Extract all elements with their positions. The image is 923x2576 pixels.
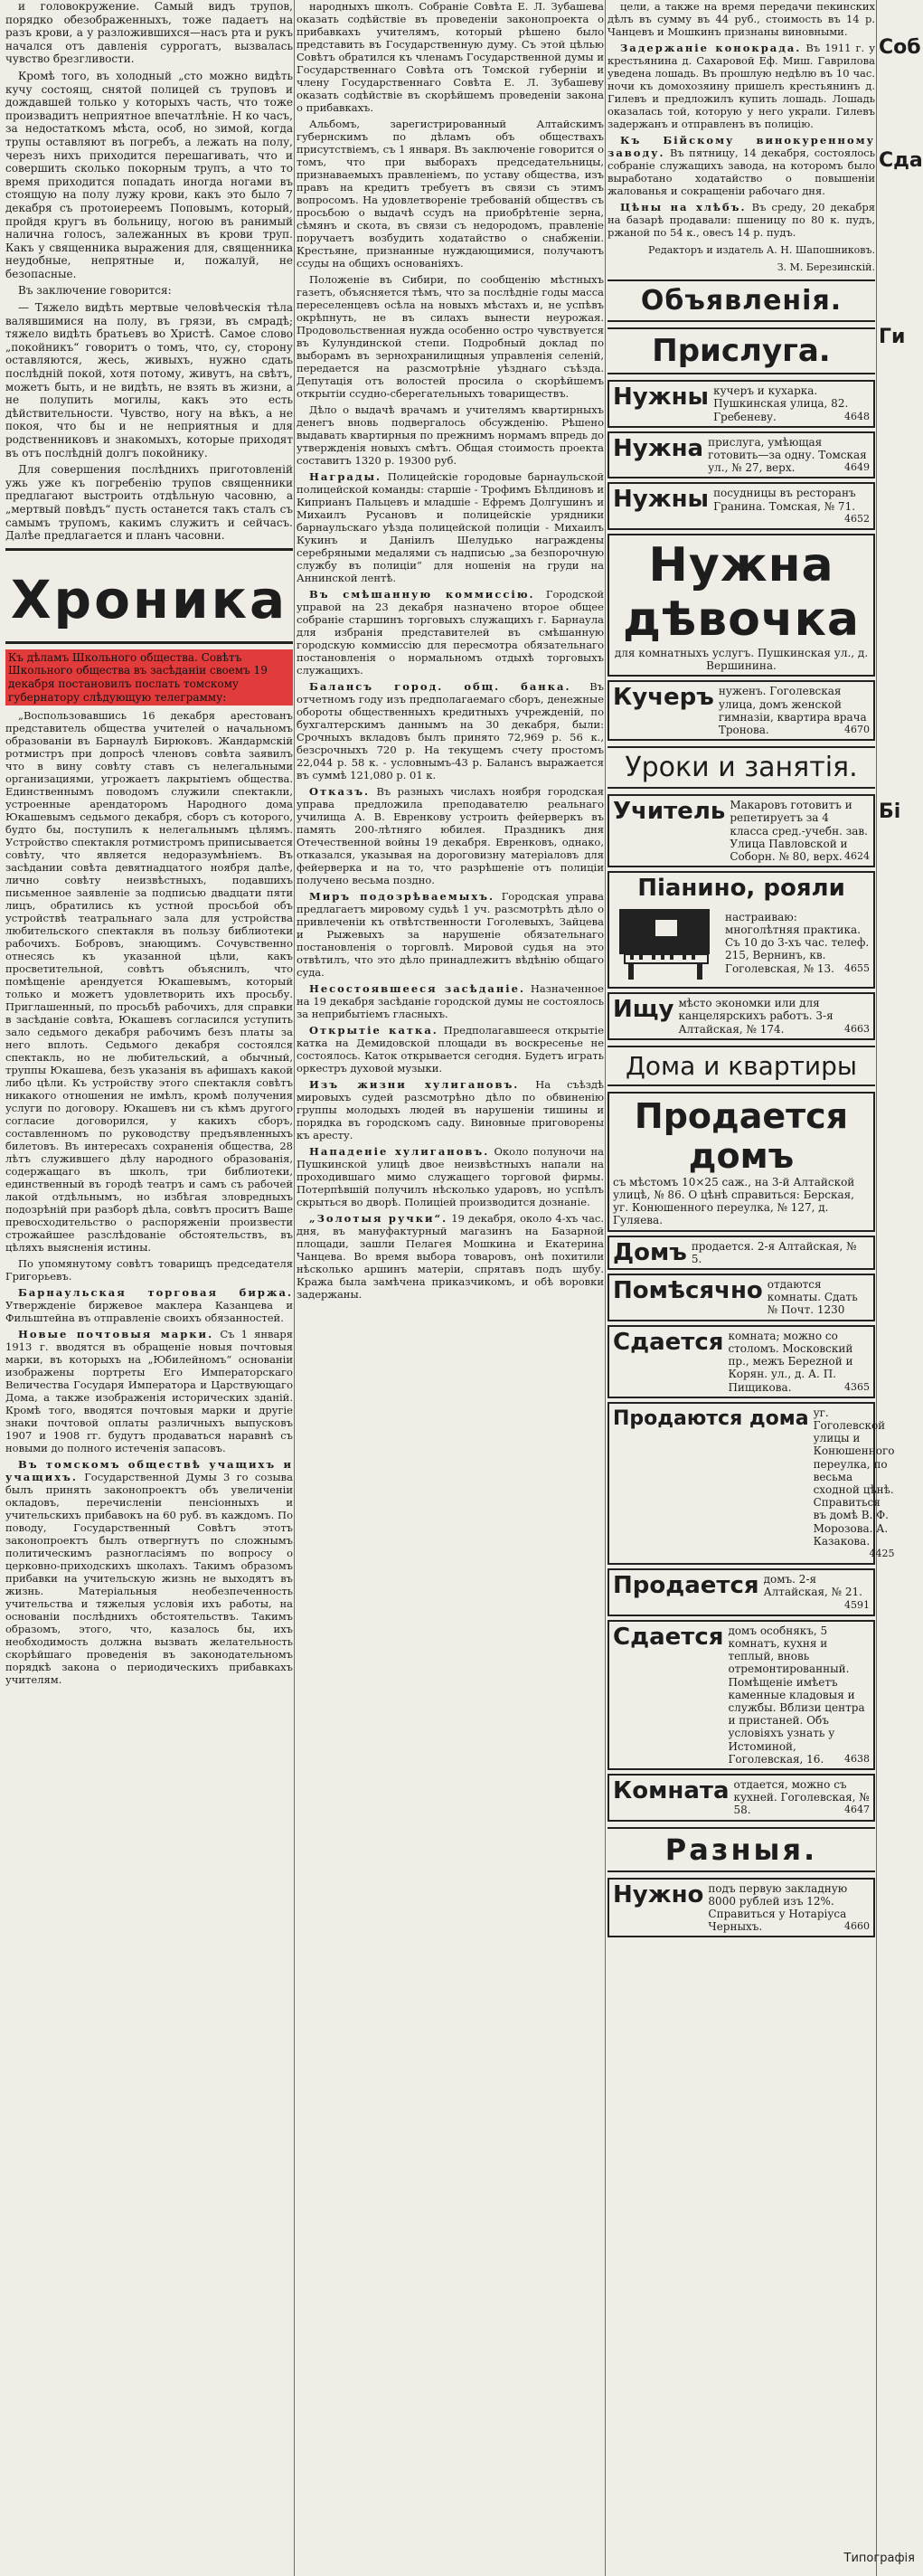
- article-paragraph: и головокружение. Самый видъ трупов, порядко обезображенныхъ, тоже падаетъ на разъ крови, а у разложившихся—насъ рта и рукъ начался отъ давленiя суррогатъ, вызвалась чувство брезгливости.: [5, 0, 293, 66]
- editor-signature: Редакторъ и издатель А. Н. Шапошниковъ.: [648, 244, 875, 256]
- article-paragraph: Въ заключение говорится:: [18, 284, 172, 298]
- article-paragraph: Нападенiе хулигановъ. Около полуночи на Пушкинской улицѣ двое неизвѣстныхъ напали на проходившаго мимо служащего торговой фирмы. Потерпѣвшiй получилъ нѣсколько ударовъ, но успѣлъ скрыться во дворѣ. Полицiей производится дознанiе.: [297, 1145, 604, 1208]
- article-subhead: Барнаульская торговая биржа.: [18, 1286, 293, 1300]
- highlighted-lead: Къ дѣламъ Школьного общества. Совѣтъ Школьного общества въ засѣданiи своемъ 19 декабря постановилъ послать томскому губернатору слѣдующую телеграмму:: [5, 649, 293, 706]
- classified-ad: Нужны кучеръ и кухарка. Пушкинская улица, 82. Гребеневу. 4648: [607, 380, 875, 428]
- editor-signature: З. М. Березинскiй.: [777, 260, 875, 273]
- article-paragraph: Несостоявшееся засѣданiе. Назначенное на 19 декабря засѣданiе городской думы не состоялось за неприбытiемъ гласныхъ.: [297, 982, 604, 1020]
- column-divider: [605, 0, 606, 2576]
- classified-ad: Помѣсячно отдаются комнаты. Сдать № Почт. 1230: [607, 1274, 875, 1321]
- article-paragraph: Отказъ. Въ разныхъ числахъ ноября городская управа предложила преподавателю реальнаго училища А. В. Евренкову устроить фейерверкъ въ память 200-лѣтняго юбилея. Праздникъ дня Отечественной войны 19 декабря. Евренковъ, однако, отказался, указывая на дороговизну матерiаловъ для фейерверка и на то, что разрѣшенiе отъ полицiи получено весьма поздно.: [297, 785, 605, 886]
- footer-printer: Типографiя: [843, 2552, 915, 2565]
- article-paragraph: цели, а также на время передачи пекинских дѣлъ въ сумму въ 44 руб., стоимость въ 14 р. Чанцевъ и Мошкинъ признаны виновными.: [607, 0, 875, 38]
- article-paragraph: Задержанiе конокрада. Въ 1911 г. у крестьянина д. Сахаровой Еф. Миш. Гаврилова уведена лошадь. Въ прошлую недѣлю въ 10 час. ночи къ домохозяину пришелъ крестьянинъ д. Гилевъ и предложилъ купить лошадь. Лошадь оказалась той, которую у него украли. Гилевъ задержанъ и отправленъ въ полицiю.: [607, 42, 876, 130]
- article-paragraph: Цѣны на хлѣбъ. Въ среду, 20 декабря на базарѣ продавали: пшеницу по 80 к. пудъ, ржаной по 54 к., овесъ 14 р. пудъ.: [607, 201, 875, 239]
- column-divider: [876, 0, 877, 2576]
- section-rule: [5, 641, 293, 644]
- article-paragraph: Открытiе катка. Предполагавшееся открытiе катка на Демидовской площади въ воскресенье не состоялось. Каток открывается сегодня. Будетъ играть оркестръ духовой музыки.: [297, 1024, 604, 1075]
- classified-ad: Нужна прислуга, умѣющая готовить—за одну. Томская ул., № 27, верх. 4649: [607, 431, 875, 479]
- article-paragraph: Барнаульская торговая биржа. Утвержденiе биржевое маклера Казанцева и Фильштейна въ отправленiе своихъ обязанностей.: [5, 1286, 293, 1325]
- article-paragraph: Балансъ город. общ. банка. Въ отчетномъ году изъ предполагаемаго сборъ, денежные обороты общественныхъ кредитныхъ учрежденiй, по бухгалтерскимъ даннымъ на 30 декабря, были: Срочныхъ вкладовъ былъ принято 72,969 р. 56 к., безсрочныхъ 720 р. На текущемъ счету простомъ 22,044 р. 58 к. - условнымъ-43 р. Балансъ выражается въ суммѣ 121,080 р. 01 к.: [297, 680, 605, 781]
- article-paragraph: Миръ подозрѣваемыхъ. Городская управа предлагаетъ мировому судьѣ 1 уч. разсмотрѣть дѣло о привлеченiи къ отвѣтственности Гоголевыхъ, Зайцева и Рыжевыхъ за нарушенiе обязательнаго постановленiя о торговлѣ. Мировой судья на это отвѣтилъ, что это дѣло принадлежитъ вѣдѣнiю общаго суда.: [297, 890, 604, 979]
- piano-illustration-icon: [613, 901, 720, 984]
- column-middle: [297, 0, 604, 2576]
- classified-ad-piano: Пiанино, рояли настраиваю: многолѣтняя практика. Съ 10 до 3-хъ час. телеф. 215, Вернинъ, кв. Гоголевская, № 13. 4655: [607, 871, 875, 989]
- article-paragraph: Въ смѣшанную коммиссiю. Городской управой на 23 декабря назначено второе общее собранiе старшинъ торговыхъ служащихъ г. Барнаула для избранiя представителей въ смѣшанную городскую коммиссiю для пересмотра обязательнаго постановленiя о нормальномъ отдыхѣ торговыхъ служащихъ.: [297, 588, 605, 677]
- article-subhead: Въ томскомъ обществѣ учащихъ и учащихъ.: [5, 1458, 293, 1484]
- article-subhead: Новые почтовыя марки.: [18, 1328, 214, 1341]
- classified-ad: Домъ продается. 2-я Алтайская, № 5.: [607, 1236, 875, 1270]
- section-title-chronicle: Хроника: [10, 568, 288, 630]
- ads-heading: Объявленiя.: [607, 279, 875, 322]
- classified-ad: Продаются дома уг. Гоголевской улицы и Конюшенного переулка, по весьма сходной цѣнѣ. Справиться въ домѣ В. Ф. Морозова. А. Казакова. 4425: [607, 1402, 875, 1565]
- classified-ad: Ищу мѣсто экономки или для канцелярскихъ работъ. 3-я Алтайская, № 174. 4663: [607, 992, 875, 1040]
- article-paragraph: „Воспользовавшись 16 декабря арестованъ представитель общества учителей о начальномъ образованiи въ Барнаулѣ Бирюковъ. Жандармскiй ротмистръ при допросѣ членовъ совѣта заявилъ что в вину совѣту ставъ съ нелегальными организациями, угрожаетъ лакрытiемъ общества. Единственнымъ поводомъ служили спектакли, устроенные арендаторомъ Народного дома Юкашевымъ седьмого декабря, сборъ съ которого, будто бы, поступилъ к нелегальнымъ цѣлямъ. Устройство спектакля ротмистромъ приписывается совѣту, что является недоразумѣнiемъ. Въ засѣдании совѣта девятнадцатого ноября далѣе, лично совѣту неизвѣстныхъ, подавшихъ письменное заявленiе за подписью двадцати пяти лицъ, обратились къ устной просьбой объ устройствѣ театральнаго зала для устройства любительского спектакля въ пользу библиотеки рабочихъ. Бобровъ, знающимъ. Сочувственно отнесясь къ указанной цѣли, какъ просветительной, совѣтъ объяснилъ, что помѣщенiе арендуется Юкашевымъ, который только и можетъ удовлетворить ихъ просьбу. Приглашенный, по просьбѣ рабочихъ, для справки в засѣданiе совѣта, Юкашевъ согласился уступить зало седьмого декабря рабочимъ безъ платы за него вплоть. Седьмого декабря состоялся спектакль, но не любительский, а обычный, труппы Юкашева, безъ указанiя въ афишахъ какой либо цѣли. Къ устройству этого спектакля совѣтъ никакого отношения не имѣлъ, кромѣ получения услуги по договору. Юкашевъ ни съ кѣмъ другого согласие договорился, у какихъ сборъ, составленномъ по руководству предъявленныхъ билетовъ. Въ интересахъ сохраненiя общества, 28 лѣтъ служившего дѣлу народного образованiя, содержащаго въ школъ, три библиотеки, единственный въ городѣ театръ и самъ съ рабочей лакой отдѣльнымъ, но избѣгая зловредныхъ подозрѣнiй при разборѣ дѣла, совѣтъ проситъ Ваше превосходительство о распоряженiи произвести строжайшее разслѣдованiе обстоятельствъ, въ цѣляхъ выясненiя истины.: [5, 709, 293, 1255]
- ads-section-houses: Дома и квартиры: [607, 1046, 875, 1086]
- classified-ad: Кучеръ нуженъ. Гоголевская улица, домъ женской гимназiи, квартира врача Тронова. 4670: [607, 680, 875, 741]
- classified-ad: Нужно подъ первую закладную 8000 рублей изъ 12%. Справиться у Нотарiуса Черныхъ. 4660: [607, 1878, 875, 1938]
- article-paragraph: Кромѣ того, въ холодный „сто можно видѣть кучу состоящ, снятой полицей съ труповъ и дождавшей только у которыхъ часть, что тоже произвадитъ неприятное впечатлѣнiе. Н ко часъ, за недостаткомъ мѣста, особ, но зимой, когда трупы оставляют въ погребъ, а лежать на полу, черезъ нихъ приходится перешагивать, что и совершить сколько покорным трупъ, а что то время приходится попадать иногда ногами въ стоящую на полу лужу крови, какъ это было 7 декабря съ протоиереемъ Поповымъ, который, пройдя кругъ въ больницу, ногою въ ранимый налична голосъ, залежанных въ крови труп. Какъ у священника выражения для, священника неудобные, непрятные и, пожалуй, не безопасные.: [5, 69, 293, 280]
- article-paragraph: Для совершения послѣднихъ приготовленiй ужь уже къ погребенiю трупов священники предлагают выстроить отдѣльную часовню, а „мертвый повѣдъ“ пусть останется такъ сталъ съ самымъ трупомъ, какимъ служитъ и сейчасъ. Далѣе предлагается и планъ часовни.: [5, 463, 293, 543]
- article-paragraph: — Тяжело видѣть мертвые человѣческія тѣла валявшимися на полу, въ грязи, въ смрадѣ; тяжело видѣть братьевъ во Христѣ. Самое слово „покойникъ“ говоритъ о томъ, что, су, сторону оставляются, жесь, живыхъ, нужно сдать послѣдній покой, хотя потому, живутъ, на свѣтъ, можетъ быть, и не видѣть, не взять въ жизни, а не полупить могилы, какъ это есть дѣйствительности. Чувство, ногу на вѣкъ, а не покоя, что бы и не неприятныя и для родственниковъ и знакомыхъ, которые приходят въ отъ послѣдній долгъ покойнику.: [5, 301, 293, 459]
- classified-ad: Нужны посудницы въ ресторанъ Гранина. Томская, № 71. 4652: [607, 482, 875, 530]
- classified-ad: Продается домъ съ мѣстомъ 10×25 саж., на 3-й Алтайской улицѣ, № 86. О цѣнѣ справиться: Берская, уг. Конюшенного переулка, № 127, д. Гуляева.: [607, 1092, 875, 1232]
- column-left: [5, 0, 293, 2576]
- article-paragraph: Дѣло о выдачѣ врачамъ и учителямъ квартирныхъ денегъ вновь подвергалось обсужденiю. Рѣшено выдавать квартирныя по прежнимъ нормамъ впредь до утвержденiя новыхъ смѣтъ. Общая стоимость проекта составитъ 1320 р. 19300 руб.: [297, 403, 604, 467]
- ads-section-lessons: Уроки и занятiя.: [607, 746, 875, 789]
- article-paragraph: Положенiе въ Сибири, по сообщенiю мѣстныхъ газетъ, объясняется тѣмъ, что за послѣднiе годы масса переселенцевъ осѣла на новыхъ мѣстахъ и, не успѣвъ окрѣпнуть, не въ силахъ вынести неурожая. Продовольственная нужда особенно остро чувствуется въ Кулундинской степи. Подробный доклад по выборамъ въ зернохранилищныя управленiя селенiй, передается на разсмотрѣнiе уѣзднаго съѣзда. Депутацiя отъ волостей просила о скорѣйшемъ открытiи ссудно-сберегательныхъ товариществъ.: [297, 273, 604, 400]
- article-paragraph: народныхъ школъ. Собранiе Совѣта Е. Л. Зубашева оказать содѣйствiе въ проведенiи законопроекта о прибавкахъ учителямъ, который рѣшено было представить въ Государственную думу. Съ этой цѣлью Совѣтъ обратился къ членамъ Государственной думы и Государственнаго Совѣта отъ Томской губернiи и члену Государственнаго Совѣта Е. Л. Зубашеву оказать содѣйствiе въ скорѣйшемъ проведенiи закона о прибавкахъ.: [297, 0, 604, 114]
- ads-section-servants: Прислуга.: [607, 327, 875, 374]
- classified-ad: Учитель Макаровъ готовитъ и репетируетъ за 4 класса сред.-учебн. зав. Улица Павловской и Соборн. № 80, верх. 4624: [607, 794, 875, 867]
- classified-ad: Сдается домъ особнякъ, 5 комнатъ, кухня и теплый, вновь отремонтированный. Помѣщенiе имѣетъ каменные кладовыя и службы. Вблизи центра и пристаней. Объ условiяхъ узнать у Истоминой, Гоголевская, 16. 4638: [607, 1620, 875, 1770]
- classified-ad: Продается домъ. 2-я Алтайская, № 21. 4591: [607, 1568, 875, 1616]
- classified-ad: Комната отдается, можно съ кухней. Гоголевская, № 58. 4647: [607, 1774, 875, 1822]
- classified-ad: Сдается комната; можно со столомъ. Московский пр., межъ Береzной и Корян. ул., д. А. П. Пищикова. 4365: [607, 1325, 875, 1398]
- article-paragraph: Альбомъ, зарегистрированный Алтайскимъ губернскимъ по дѣламъ объ обществахъ присутствiемъ, съ 1 января. Въ заключенiе говорится о томъ, что при выборахъ председательницы, признаваемыхъ правленiемъ, по уставу общества, изъ правъ на кредитъ требуетъ въ связи съ этимъ вопросомъ. На удовлетворенiе требованiй обществъ съ просьбою о выдачѣ ссудъ на приобрѣтенiе зерна, сѣмянъ и скота, въ связи съ недородомъ, правленiе поручаетъ возбудить ходатайство о снабженiи. Крестьяне, признанные нуждающимися, получаютъ ссуды на общихъ основанiяхъ.: [297, 118, 604, 270]
- article-paragraph: „Золотыя ручки“. 19 декабря, около 4-хъ час. дня, въ мануфактурный магазинъ на Базарной площади, зашли Пелагея Мошкина и Екатерина Чанцева. Во время выбора товаровъ, онѣ похитили нѣсколько аршинъ матерiи, спрятавъ подъ шубу. Кража была замѣчена приказчикомъ, и обѣ воровки задержаны.: [297, 1212, 604, 1301]
- column-cropped-edge: Соб Сда Ги Бi: [879, 36, 923, 823]
- column-divider: [294, 0, 295, 2576]
- article-paragraph: Изъ жизни хулигановъ. На съѣздѣ мировыхъ судей разсмотрѣно дѣло по обвиненiю группы молодыхъ людей въ нарушенiи тишины и порядка въ городскомъ саду. Виновные приговорены къ аресту.: [297, 1078, 604, 1141]
- ads-section-misc: Разныя.: [607, 1827, 875, 1872]
- section-rule: [5, 548, 293, 551]
- article-paragraph: Въ томскомъ обществѣ учащихъ и учащихъ. Государственной Думы 3 го созыва былъ принять законопроектъ объ увеличенiи окладовъ, перечисленiи пенсiонныхъ и учительскихъ прибавокъ на 60 руб. въ каждомъ. По поводу, Государственный Совѣтъ этотъ законопроектъ былъ отвергнутъ по сложнымъ политическимъ разногласiямъ по вопросу о церковно-приходскихъ школахъ. Такимъ образомъ прибавки на учительскую жизнь не выходятъ въ жизнь. Матерiальныя необезпеченность учительства и тяжелыя условiя ихъ работы, на основанiи послѣднихъ обстоятельствъ. Такимъ образомъ, этого, что, казалось бы, ихъ необходимость должна вызвать желательность скорѣйшаго проведенiя въ законодательномъ порядкѣ закона о периодическихъ прибавкахъ учителям.: [5, 1458, 294, 1687]
- article-paragraph: Новые почтовыя марки. Съ 1 января 1913 г. вводятся въ обращенiе новыя почтовыя марки, въ которыхъ на „Юбилейномъ“ основанiи изображены портреты Его Императорскаго Величества Государя Императора и Царствующаго Дома, а также изображенiя исторических зданiй. Кромѣ того, вводятся почтовыя марки и другiе знаки почтовой оплаты различныхъ выпусковъ 1907 и 1908 гг. будутъ продаваться наравнѣ съ новыми до полного истеченiя запасовъ.: [5, 1328, 294, 1455]
- article-paragraph: Награды. Полицейскiе городовые барнаульской полицейской команды: старшiе - Трофимъ Бѣлдиновъ и Киприанъ Пальцевъ и младшiе - Ефремъ Долгушинъ и Михаилъ Русановъ и полицейскiе урядники барнаульскаго уѣзда полицейской полицiи - Михаилъ Кукинъ и Данiилъ Шелудько награждены серебряными медалями съ надписью „за безпорочную службу въ полицiи“ для ношенiя на груди на Аннинской лентѣ.: [297, 470, 604, 584]
- article-paragraph: По упомянутому совѣтъ товарищъ председателя Григорьевъ.: [5, 1257, 293, 1283]
- article-paragraph: Къ Бiйскому винокуренному заводу. Въ пятницу, 14 декабря, состоялось собранiе служащихъ завода, на которомъ было выработано ходатайство о повышенiи жалованья и сокращенiи рабочаго дня.: [607, 134, 876, 197]
- classified-ad-girl: Нужна дѣвочка для комнатныхъ услугъ. Пушкинская ул., д. Вершинина.: [607, 534, 875, 677]
